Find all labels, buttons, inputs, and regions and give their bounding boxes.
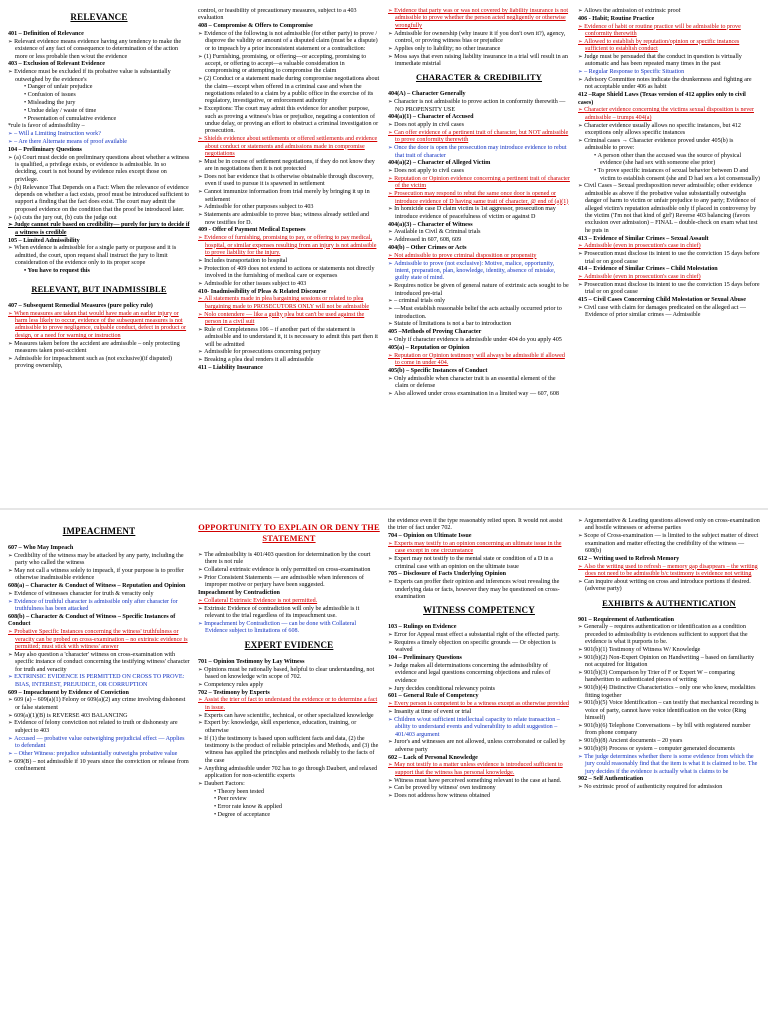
bullet-item: ➢ – criminal trials only <box>388 298 570 305</box>
paragraph: the evidence even if the type reasonably relied upon. It would not assist the trier of fact under 702. <box>388 518 563 532</box>
bullet-item: ➢ Argumentative & Leading questions allowed only on cross-examination and hostile witnesses or adverse parties <box>578 518 760 533</box>
bullet-item: ➢ – Are there Alternate means of proof available <box>8 139 190 146</box>
bullet-item: ➢ Allowed to establish by reputation/opinion or specific instances sufficient to establish conduct <box>578 39 760 54</box>
bullet-item: ➢ (1) Furnishing, promising, or offering—or accepting, promising to accept, or offering to accept—a valuable consideration in compromising or attempting to compromise the claim <box>198 54 380 76</box>
page-one-column-2 <box>198 8 380 506</box>
bullet-item: ➢ Not admissible to prove criminal disposition or propensity <box>388 253 570 260</box>
rule-title: 105 – Limited Admissibility <box>8 237 80 244</box>
rule-title: 608(a) – Character & Conduct of Witness – Reputation and Opinion <box>8 583 186 590</box>
section-heading: WITNESS COMPETENCY <box>423 605 535 616</box>
rule-title: 411 – Liability Insurance <box>198 365 263 372</box>
page-two-column-1 <box>8 518 190 1016</box>
bullet-item: ➢ 901(b)(1) Testimony of Witness W/ Knowledge <box>578 647 760 654</box>
bullet-item: ➢ Admissible for ownership (why insure it if you don't own it?), agency, control, or proving witness bias or prejudice <box>388 31 570 46</box>
rule-title: 702 – Testimony by Experts <box>198 689 270 696</box>
sub-bullet: • Theory been tested <box>198 789 380 796</box>
bullet-item: ➢ Judge makes all determinations concerning the admissibility of evidence and legal questions concerning objections and rules of evidence <box>388 663 570 685</box>
bullet-item: ➢ Can offer evidence of a pertinent trait of character, but NOT admissible to prove conformity therewith <box>388 130 570 145</box>
sub-bullet: • Error rate know & applied <box>198 804 380 811</box>
bullet-item: ➢ 901(b)(5) Voice Identification – can testify that mechanical recording is voice of party, cannot have voice identification on the voice (Ring himself) <box>578 700 760 722</box>
page-one-column-4 <box>578 8 760 506</box>
section-heading: EXHIBITS & AUTHENTICATION <box>602 598 736 608</box>
bullet-item: ➢ (2) Conduct or a statement made during compromise negotiations about the claim—except when offered in a criminal case and when the negotiations related to a claim by a public office in the exercise of its regulatory, investigative, or enforcement authority <box>198 76 380 106</box>
page-two-column-2 <box>198 518 380 1016</box>
rule-title: 612 – Writing used to Refresh Memory <box>578 555 680 562</box>
rule-title: 406 - Habit; Routine Practice <box>578 15 655 22</box>
rule-title: 404(a)(2) – Character of Alleged Victim <box>388 160 491 167</box>
bullet-item: ➢ Available in Civil & Criminal trials <box>388 229 570 236</box>
bullet-item: ➢ EXTRINSIC EVIDENCE IS PERMITTED ON CROSS TO PROVE: BIAS, INTEREST, PREJUDICE, OR CORRUPTION <box>8 674 190 689</box>
bullet-item: ➢ Does not apply to civil cases <box>388 168 570 175</box>
bullet-item: ➢ Prosecution must disclose its intent to use the conviction 15 days before trial or on good cause <box>578 251 760 266</box>
rule-title: 401 – Definition of Relevance <box>8 31 84 37</box>
bullet-item: ➢ (a) cuts the jury out, (b) cuts the judge out <box>8 215 190 222</box>
page-one <box>8 8 760 506</box>
bullet-item: ➢ Prior Consistent Statements — are admissible when inferences of improper motive or perjury have been suggested. <box>198 575 380 590</box>
bullet-item: ➢ Prosecution must disclose its intent to use the conviction 15 days before trial or on good cause <box>578 282 760 297</box>
sub-bullet: • A person other than the accused was the source of physical evidence (she had sex with someone else prior) <box>578 153 760 168</box>
bullet-item: ➢ Collateral extrinsic evidence is only permitted on cross-examination <box>198 567 380 574</box>
bullet-item: ➢ Children w/out sufficient intellectual capacity to relate transaction – ability to understand events and vulnerability to adult suggestion – 401/403 argument <box>388 717 570 739</box>
bullet-item: ➢ – Will a Limiting Instruction work? <box>8 131 190 138</box>
rule-title: 405(b) – Specific Instances of Conduct <box>388 367 488 374</box>
bullet-item: ➢ Every person is competent to be a witness except as otherwise provided <box>388 701 570 708</box>
bullet-item: ➢ Addressed in 607, 608, 609 <box>388 237 570 244</box>
bullet-item: ➢ If (1) the testimony is based upon sufficient facts and data, (2) the testimony is the product of reliable principles and Methods, and (3) the witness has applied the principles and methods reliably to the facts of the case <box>198 736 380 766</box>
bullet-item: ➢ Includes transportation to hospital <box>198 258 380 265</box>
spacer <box>8 276 190 280</box>
rule-title: 407 – Subsequent Remedial Measures (pure policy rule) <box>8 302 153 309</box>
section-heading: IMPEACHMENT <box>62 526 136 536</box>
sub-bullet: • Peer review <box>198 796 380 803</box>
rule-title: 901 – Requirement of Authentication <box>578 616 675 623</box>
bullet-item: ➢ The admissibility is 401/403 question for determination by the court there is not rule <box>198 552 380 567</box>
bullet-item: ➢ Relevant evidence means evidence having any tendency to make the existence of any fact of consequence to determination of the action more or less probable then w/out the evidence <box>8 39 190 61</box>
rule-title: 403 – Exclusion of Relevant Evidence <box>8 61 105 68</box>
bullet-item: ➢ Experts can have scientific, technical, or other specialized knowledge <box>198 713 380 720</box>
bullet-item: ➢ Admissible for impeachment such as (not exclusive)(if disputed) proving ownership, <box>8 356 190 371</box>
bullet-item: ➢ Scope of Cross-examination — is limited to the subject matter of direct examination and matter effecting the credibility of the witness —608(b) <box>578 533 760 555</box>
bullet-item: ➢ Civil Cases – Sexual predisposition never admissible; other evidence admissible as above if the probative value substantially outweighs danger of harm to victim or unfair prejudice to any party; Evidence of alleged victim's reputation admissible only if placed in controversy by the victim ('I'm not that kind of girl') Reverse 403 balancing (favors exclusion over admission) – FINAL – double-check on exam what test he puts in <box>578 183 760 235</box>
bullet-item: ➢ Can be proved by witness' own testimony <box>388 785 570 792</box>
bullet-item: ➢ 901(b)(6) Telephone Conversations – by bill with registered number from phone company <box>578 723 760 738</box>
rule-title: 404(A) – Character Generally <box>388 91 466 98</box>
bullet-item: ➢ Advisory Committee notes indicate the drunkenness and fighting are not acceptable under 406 as habit <box>578 77 760 92</box>
sub-bullet: • Presentation of cumulative evidence <box>8 116 190 123</box>
bullet-item: ➢ Juror's and witnesses are not allowed, unless corroborated or called by adverse party <box>388 739 570 754</box>
sub-bullet: • Undue delay / waste of time <box>8 108 190 115</box>
bullet-item: ➢ Reputation or Opinion testimony will always be admissible if allowed to come in under 404. <box>388 353 570 368</box>
bullet-item: ➢ Statements are admissible to prove bias; witness already settled and now testifies for D. <box>198 212 380 227</box>
sub-bullet: • Misleading the jury <box>8 100 190 107</box>
section-heading: OPPORTUNITY TO EXPLAIN OR DENY THE STATEMENT <box>198 523 380 543</box>
bullet-item: ➢ Requires a timely objection on specific grounds — Or objection is waived <box>388 640 570 655</box>
bullet-item: ➢ (a) Court must decide on preliminary questions about whether a witness is qualified, a privilege exists, or evidence is admissible. In so deciding, court is not bound by evidence rules except those on privilege. <box>8 155 190 185</box>
page-one-column-3 <box>388 8 570 506</box>
paragraph: *rule is favor of admissibility – <box>8 123 85 130</box>
rule-title: 607 – Who May Impeach <box>8 545 74 551</box>
bullet-item: ➢ Expert may not testify to the mental state or condition of a D in a criminal case with an opinion on the ultimate issue <box>388 556 570 571</box>
bullet-item: ➢ Witness must have perceived something relevant to the case at hand. <box>388 778 570 785</box>
bullet-item: ➢ Admissible for other purposes subject to 403 <box>198 204 380 211</box>
bullet-item: ➢ Judge cannot rule based on credibility— purely for jury to decide if a witness is credible <box>8 222 190 237</box>
bullet-item: ➢ Character evidence usually allows no specific instances, but 412 exceptions only allows specific instances <box>578 123 760 138</box>
bullet-item: ➢ No extrinsic proof of authenticity required for admission <box>578 784 760 791</box>
bullet-item: ➢ Experts can proffer their opinion and inferences w/out revealing the underlying data or facts, however they may be questioned on cross-examination <box>388 579 570 601</box>
bullet-item: ➢ Expert by: knowledge, skill experience, education, training, or otherwise <box>198 720 380 735</box>
bullet-item: ➢ 901(b)(4) Distinctive Characteristics – only one who knew, modalities fitting together <box>578 685 760 700</box>
bullet-item: ➢ Assist the trier of fact to understand the evidence or to determine a fact in issue. <box>198 697 380 712</box>
bullet-item: ➢ May also question a 'character' witness on cross-examination with specific instance of conduct concerning the testifying witness' character for truth and veracity <box>8 652 190 674</box>
rule-title: 701 – Opinion Testimony by Lay Witness <box>198 658 305 665</box>
bullet-item: ➢ Daubert Factors: <box>198 781 380 788</box>
page-two <box>8 518 760 1016</box>
page-two-column-4 <box>578 518 760 1016</box>
rule-title: 602 – Lack of Personal Knowledge <box>388 754 478 761</box>
bullet-item: ➢ 901(b)(3) Comparison by Trier of F or Expert W – comparing handwritten to authenticated pieces of writing <box>578 670 760 685</box>
spacer <box>8 518 190 522</box>
bullet-item: ➢ In homicide case D claim victim is 1st aggressor, prosecution may introduce evidence of peacefulness of victim or against D <box>388 206 570 221</box>
bullet-item: ➢ Generally – requires authentication or identification as a condition preceded to admissibility is evidences sufficient to support that the evidence is what it purports to be. <box>578 624 760 646</box>
bullet-item: ➢ Character evidence concerning the victims sexual disposition is never admissible – trumps 404(a) <box>578 107 760 122</box>
bullet-item: ➢ Anything admissible under 702 has to go through Daubert, and relaxed application for non-scientific experts <box>198 766 380 781</box>
bullet-item: ➢ Once the door is open the prosecution may introduce evidence to rebut that trait of character <box>388 145 570 160</box>
bullet-item: ➢ May not call a witness solely to impeach, if your purpose is to proffer otherwise inadmissible evidence <box>8 568 190 583</box>
rule-title: Impeachment by Contradiction <box>198 590 280 597</box>
section-heading: EXPERT EVIDENCE <box>244 639 334 650</box>
bullet-item: ➢ All statements made in plea bargaining sessions or related to plea bargaining made to PROSECUTORS ONLY will not be admissible <box>198 296 380 311</box>
bullet-item: ➢ Evidence must be excluded if its probative value is substantially outweighed by the evidence's <box>8 69 190 84</box>
bullet-item: ➢ Judge must be persuaded that the conduct in question is virtually automatic and has been repeated many times in the past <box>578 54 760 69</box>
bullet-item: ➢ 901(b)(8) Ancient documents – 20 years <box>578 738 760 745</box>
bullet-item: ➢ —Must establish reasonable belief the acts actually occurred prior to introduction. <box>388 306 570 321</box>
bullet-item: ➢ Requires notice be given of general nature of extrinsic acts sought to be introduced pre-trial <box>388 283 570 298</box>
bullet-item: ➢ Collateral Extrinsic Evidence is not permitted. <box>198 598 380 605</box>
bullet-item: ➢ Applies only to liability; no other insurance <box>388 46 570 53</box>
bullet-item: ➢ The judge determines whether there is some evidence from which the jury could reasonably find that the item is what it is claimed to be. The jury decides if the evidence is actually what is claims to be <box>578 754 760 776</box>
bullet-item: ➢ Character is not admissible to prove action in conformity therewith — NO PROPENSITY USE <box>388 99 570 114</box>
bullet-item: ➢ Also the writing used to refresh – memory gap disappears – the writing does not need to be admissible b/c testimony is evidence not writing <box>578 564 760 579</box>
rule-title: 410- Inadmissibility of Pleas & Related Discourse <box>198 288 327 295</box>
bullet-item: ➢ When evidence is admissible for a single party or purpose and it is admitted, the court, upon request shall instruct the jury to limit consideration of the evidence only to its proper scope <box>8 245 190 267</box>
bullet-item: ➢ Impeachment by Contradiction — can be done with Collateral Evidence subject to limitations of 608. <box>198 621 380 636</box>
bullet-item: ➢ Evidence of the following is not admissible (for either party) to prove / disprove the validity or amount of a disputed claim (must be a dispute) or to impeach by a prior inconsistent statement or a contradiction: <box>198 31 380 53</box>
bullet-item: ➢ Extrinsic Evidence of contradiction will only be admissible is it relevant to the trial regardless of its impeachment use. <box>198 606 380 621</box>
bullet-item: ➢ Must be in course of settlement negotiations, if they do not know they are in negotiations then it is not protected <box>198 159 380 174</box>
sub-bullet: • You have to request this <box>8 268 190 275</box>
bullet-item: ➢ Measures taken before the accident are admissible – only protecting measures taken post-accident <box>8 341 190 356</box>
page-divider <box>0 508 768 510</box>
bullet-item: ➢ Does not bar evidence that is otherwise obtainable through discovery, even if used to pursue it is spawned in settlement <box>198 174 380 189</box>
bullet-item: ➢ – Regular Response to Specific Situation <box>578 69 760 76</box>
paragraph: control, or feasibility of precautionary measures, subject to a 403 evaluation <box>198 8 357 22</box>
rule-title: 705 – Disclosure of Facts Underlying Opinion <box>388 571 507 578</box>
rule-title: 414 – Evidence of Similar Crimes – Child Molestation <box>578 266 718 273</box>
bullet-item: ➢ Probative Specific Instances concerning the witness' truthfulness or veracity can be probed on cross-examination – no extrinsic evidence is permitted; must stick with witness' answer <box>8 629 190 651</box>
rule-title: 104 – Preliminary Questions <box>388 655 462 662</box>
bullet-item: ➢ Admissible to prove (not exclusive): Motive, malice, opportunity, intent, preparation, plan, knowledge, identity, absence of mistake, guilty state of mind. <box>388 261 570 283</box>
rule-title: 902 – Self Authentication <box>578 776 644 783</box>
rule-title: 409 - Offer of Payment Medical Expenses <box>198 227 306 234</box>
bullet-item: ➢ Evidence of habit or routine practice will be admissible to prove conformity therewith <box>578 24 760 39</box>
bullet-item: ➢ Admissible for other issues subject to 403 <box>198 281 380 288</box>
bullet-item: ➢ Credibility of the witness may be attacked by any party, including the party who called the witness <box>8 553 190 568</box>
rule-title: 404(a)(1) – Character of Accused <box>388 114 474 121</box>
bullet-item: ➢ Evidence of felony conviction not related to truth or dishonesty are subject to 403 <box>8 720 190 735</box>
rule-title: 404(a)(3) – Character of Witness <box>388 221 473 228</box>
rule-title: 609 – Impeachment by Evidence of Conviction <box>8 689 129 696</box>
bullet-item: ➢ Evidence of furnishing, promising to pay, or offering to pay medical, hospital, or similar expenses resulting from an injury is not admissible to prove liability for the injury. <box>198 235 380 257</box>
bullet-item: ➢ Does not address how witness obtained <box>388 793 570 800</box>
rule-title: 103 – Rulings on Evidence <box>388 624 457 631</box>
bullet-item: ➢ Can inquire about writing on cross and introduce portions if desired. (adverse party) <box>578 579 760 594</box>
bullet-item: ➢ Evidence of witnesses character for truth & veracity only <box>8 591 190 598</box>
bullet-item: ➢ Civil case with claim for damages predicated on the alleged act — Evidence of prior similar crimes — Admissible <box>578 305 760 320</box>
bullet-item: ➢ Nolo contendere — like a guilty plea but can't be used against the person in a civil suit <box>198 312 380 327</box>
page-one-column-1 <box>8 8 190 506</box>
bullet-item: ➢ Breaking a plea deal renders it all admissible <box>198 357 380 364</box>
bullet-item: ➢ Experts may testify to an opinion concerning an ultimate issue in the case except in one circumstance <box>388 541 570 556</box>
sub-bullet: • Degree of acceptance <box>198 812 380 819</box>
bullet-item: ➢ 901(b)(2) Non-Expert Opinion on Handwriting – based on familiarity not acquired for litigation <box>578 655 760 670</box>
bullet-item: ➢ Rule of Completeness 106 – if another part of the statement is admissible and to understand it, it is necessary to admit this part then it will be admitted <box>198 327 380 349</box>
bullet-item: ➢ 609(a)(1)(B) is REVERSE 403 BALANCING <box>8 713 190 720</box>
bullet-item: ➢ 609 (a) – 609(a)(1) Felony or 609(a)(2) any crime involving dishonest or false statement <box>8 697 190 712</box>
rule-title: 405 –Methods of Proving Character <box>388 329 482 336</box>
bullet-item: ➢ 609(B) – not admissible if 10 years since the conviction or release from confinement <box>8 759 190 774</box>
section-heading: RELEVANT, BUT INADMISSIBLE <box>31 284 167 294</box>
bullet-item: ➢ Evidence of truthful character is admissible only after character for truthfulness has been attacked <box>8 599 190 614</box>
rule-title: 412 –Rape Shield Laws (Texas version of 412 applies only to civil cases) <box>578 92 746 106</box>
bullet-item: ➢ Cannot immunize information from trial merely by bringing it up in settlement <box>198 189 380 204</box>
rule-title: 408 – Compromise & Offers to Compromise <box>198 23 313 30</box>
bullet-item: ➢ Also allowed under cross examination in a limited way — 607, 608 <box>388 391 570 398</box>
section-heading: CHARACTER & CREDIBILITY <box>415 73 543 83</box>
bullet-item: ➢ Protection of 409 does not extend to actions or statements not directly involved in the furnishing of medical care or expenses <box>198 266 380 281</box>
bullet-item: ➢ Only admissible when character trait is an essential element of the claim or defense <box>388 376 570 391</box>
bullet-item: ➢ Shields evidence about settlements or offered settlements and evidence about conduct or statements and admissions made in compromise negotiations <box>198 136 380 158</box>
bullet-item: ➢ Accused — probative value outweighing prejudicial effect — Applies to defendant <box>8 736 190 751</box>
rule-title: 413 – Evidence of Similar Crimes – Sexual Assault <box>578 235 709 242</box>
rule-title: 104 – Preliminary Questions <box>8 146 82 153</box>
bullet-item: ➢ Criminal cases → Character evidence proved under 405(b) is admissible to prove: <box>578 138 760 153</box>
bullet-item: ➢ Admissible for prosecutions concerning perjury <box>198 349 380 356</box>
rule-title: 405(a) – Reputation or Opinion <box>388 344 470 351</box>
bullet-item: ➢ Exceptions: The court may admit this evidence for another purpose, such as proving a witness's bias or prejudice, negating a contention of undue delay, or proving an effort to obstruct a criminal investigation or prosecution. <box>198 106 380 136</box>
bullet-item: ➢ Statute of limitations is not a bar to introduction <box>388 321 570 328</box>
rule-title: 415 – Civil Cases Concerning Child Molestation or Sexual Abuse <box>578 297 746 304</box>
bullet-item: ➢ (b) Relevance That Depends on a Fact: When the relevance of evidence depends on whether a fact exists, proof must be introduced sufficient to support a finding that the fact does exist. The court may admit the proposed evidence on the condition that the proof be introduced later. <box>8 185 190 215</box>
bullet-item: ➢ Insanity at time of event or trial <box>388 709 570 716</box>
bullet-item: ➢ Admissible (even in prosecution's case in chief) <box>578 243 760 250</box>
page-two-column-3 <box>388 518 570 1016</box>
sub-bullet: • Danger of unfair prejudice <box>8 84 190 91</box>
bullet-item: ➢ Only if character evidence is admissible under 404 do you apply 405 <box>388 337 570 344</box>
sub-bullet: • To prove specific instances of sexual behavior between D and victim to establish consent (she and D had sex a lot consensually) <box>578 168 760 183</box>
rule-title: 601 – General Rule of Competency <box>388 693 479 700</box>
rule-title: 608(b) – Character & Conduct of Witness – Specific Instances of Conduct <box>8 614 176 628</box>
bullet-item: ➢ Evidence that party was or was not covered by liability insurance is not admissible to prove whether the person acted negligently or otherwise wrongfully <box>388 8 570 30</box>
bullet-item: ➢ When measures are taken that would have made an earlier injury or harm less likely to occur, evidence of the subsequent measures is not admissible to prove negligence, culpable conduct, defect in product or design, or a need for warning or instruction <box>8 311 190 341</box>
bullet-item: ➢ Error for Appeal must effect a substantial right of the effected party. <box>388 632 570 639</box>
bullet-item: ➢ Jury decides conditional relevancy points <box>388 686 570 693</box>
bullet-item: ➢ – Other Witness: prejudice substantially outweighs probative value <box>8 751 190 758</box>
section-heading: RELEVANCE <box>70 12 128 22</box>
sub-bullet: • Confusion of issues <box>8 92 190 99</box>
bullet-item: ➢ Allows the admission of extrinsic proof <box>578 8 760 15</box>
bullet-item: ➢ May not testify to a matter unless evidence is introduced sufficient to support that the witness has personal knowledge. <box>388 762 570 777</box>
bullet-item: ➢ Opinions must be rationally based, helpful to clear understanding, not based on knowledge w/in scope of 702. <box>198 667 380 682</box>
rule-title: 404(b) – Other Crimes or Acts <box>388 245 467 252</box>
bullet-item: ➢ Moss says that even raising liability insurance in a trial will result in an immediate mistrial <box>388 54 570 69</box>
bullet-item: ➢ Reputation or Opinion evidence concerning a pertinent trait of character of the victim <box>388 176 570 191</box>
bullet-item: ➢ Prosecution may respond to rebut the same once door is opened or introduce evidence of D having same trait of character, @ end of (a)(1) <box>388 191 570 206</box>
bullet-item: ➢ Does not apply in civil cases <box>388 122 570 129</box>
rule-title: 704 – Opinion on Ultimate Issue <box>388 533 472 540</box>
bullet-item: ➢ Admissible (even in prosecution's case in chief) <box>578 274 760 281</box>
bullet-item: ➢ Competency rules apply <box>198 682 380 689</box>
bullet-item: ➢ 901(b)(9) Process or system – computer generated documents <box>578 746 760 753</box>
